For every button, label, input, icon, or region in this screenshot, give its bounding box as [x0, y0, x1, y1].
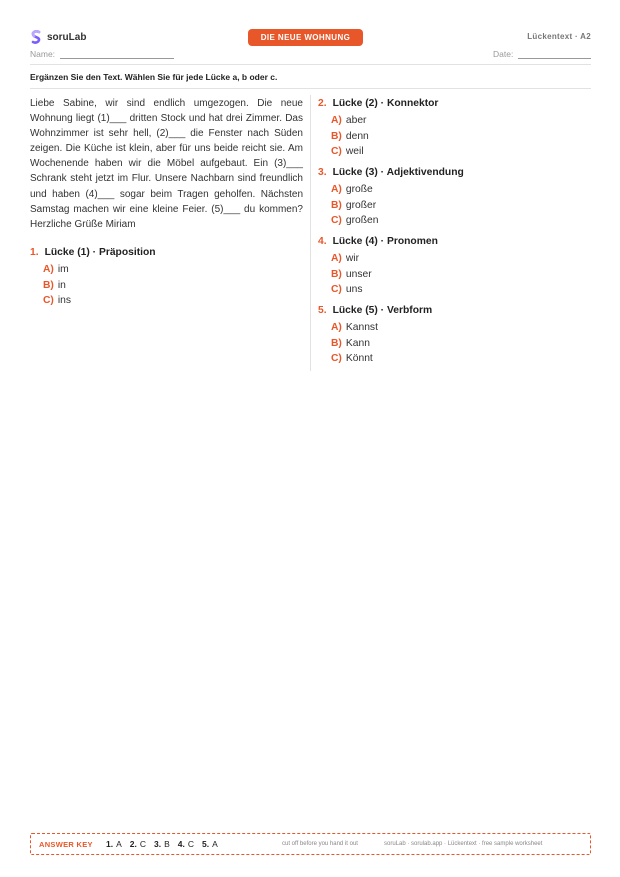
question-title: Lücke (2) · Konnektor [332, 98, 439, 109]
option-b[interactable]: B) in [43, 279, 66, 291]
question-number: 5. [318, 305, 327, 316]
answer-key-items [106, 839, 218, 849]
question-title: Lücke (5) · Verbform [332, 305, 433, 316]
question-3 [318, 167, 598, 229]
brand [30, 30, 86, 44]
answer-key-item: 3. B [154, 839, 170, 849]
option-a[interactable]: A) Kannst [331, 322, 378, 333]
level-label: Lückentext · A2 [527, 32, 591, 41]
question-number: 3. [318, 167, 327, 178]
date-field[interactable] [518, 58, 591, 59]
option-b[interactable]: B) unser [331, 268, 372, 280]
option-b[interactable]: B) großer [331, 199, 377, 211]
name-label: Name: [30, 49, 56, 59]
cutoff-note: cut off before you hand it out [282, 841, 358, 847]
question-number: 1. [30, 247, 39, 258]
question-5 [318, 305, 598, 367]
option-c[interactable]: C) Könnt [331, 353, 373, 365]
question-number: 2. [318, 98, 327, 109]
option-c[interactable]: C) ins [43, 295, 72, 307]
question-number: 4. [318, 236, 327, 247]
name-field[interactable] [60, 58, 174, 59]
option-a[interactable]: A) aber [331, 115, 367, 126]
option-b[interactable]: B) Kann [331, 337, 370, 349]
answer-key-item: 5. A [202, 839, 218, 849]
worksheet-title-pill: DIE NEUE WOHNUNG [248, 29, 363, 46]
question-2 [318, 98, 598, 160]
answer-key-box [30, 833, 591, 855]
column-divider [310, 95, 311, 371]
question-1 [30, 247, 310, 309]
question-4 [318, 236, 598, 298]
question-title: Lücke (1) · Präposition [44, 247, 156, 258]
option-c[interactable]: C) uns [331, 284, 363, 296]
question-title: Lücke (4) · Pronomen [332, 236, 438, 247]
divider [30, 88, 591, 89]
option-a[interactable]: A) große [331, 184, 373, 195]
reading-passage: Liebe Sabine, wir sind endlich umgezogen. Die neue Wohnung liegt (1)___ dritten Stock und hat drei Zimmer. Das Wohnzimmer ist sehr hell, (2)___ die Fenster nach Süden zeigen. Die Küche ist klein, aber für uns beide reicht sie. Am Wochenende haben wir die Möbel aufgebaut. Ein (3)___ Schrank steht jetzt im Flur. Unsere Nachbarn sind freundlich und haben (4)___ sogar beim Tragen geholfen. Nächsten Samstag machen wir eine kleine Feier. (5)___ du kommen? Herzliche Grüße Miriam [30, 98, 303, 230]
footer-note: soruLab · sorulab.app · Lückentext · free sample worksheet [384, 841, 543, 847]
instruction: Ergänzen Sie den Text. Wählen Sie für jede Lücke a, b oder c. [30, 72, 278, 82]
sorulab-logo-icon [30, 30, 42, 44]
worksheet-header [30, 30, 591, 46]
answer-key-item: 1. A [106, 839, 122, 849]
answer-key-item: 2. C [129, 839, 146, 849]
divider [30, 64, 591, 65]
option-a[interactable]: A) wir [331, 253, 360, 264]
answer-key-label: ANSWER KEY [39, 840, 93, 849]
option-a[interactable]: A) im [43, 264, 69, 275]
date-label: Date: [493, 49, 514, 59]
option-c[interactable]: C) großen [331, 215, 379, 227]
question-title: Lücke (3) · Adjektivendung [332, 167, 464, 178]
answer-key-item: 4. C [177, 839, 194, 849]
option-b[interactable]: B) denn [331, 130, 369, 142]
option-c[interactable]: C) weil [331, 146, 364, 158]
brand-name: soruLab [47, 31, 87, 43]
